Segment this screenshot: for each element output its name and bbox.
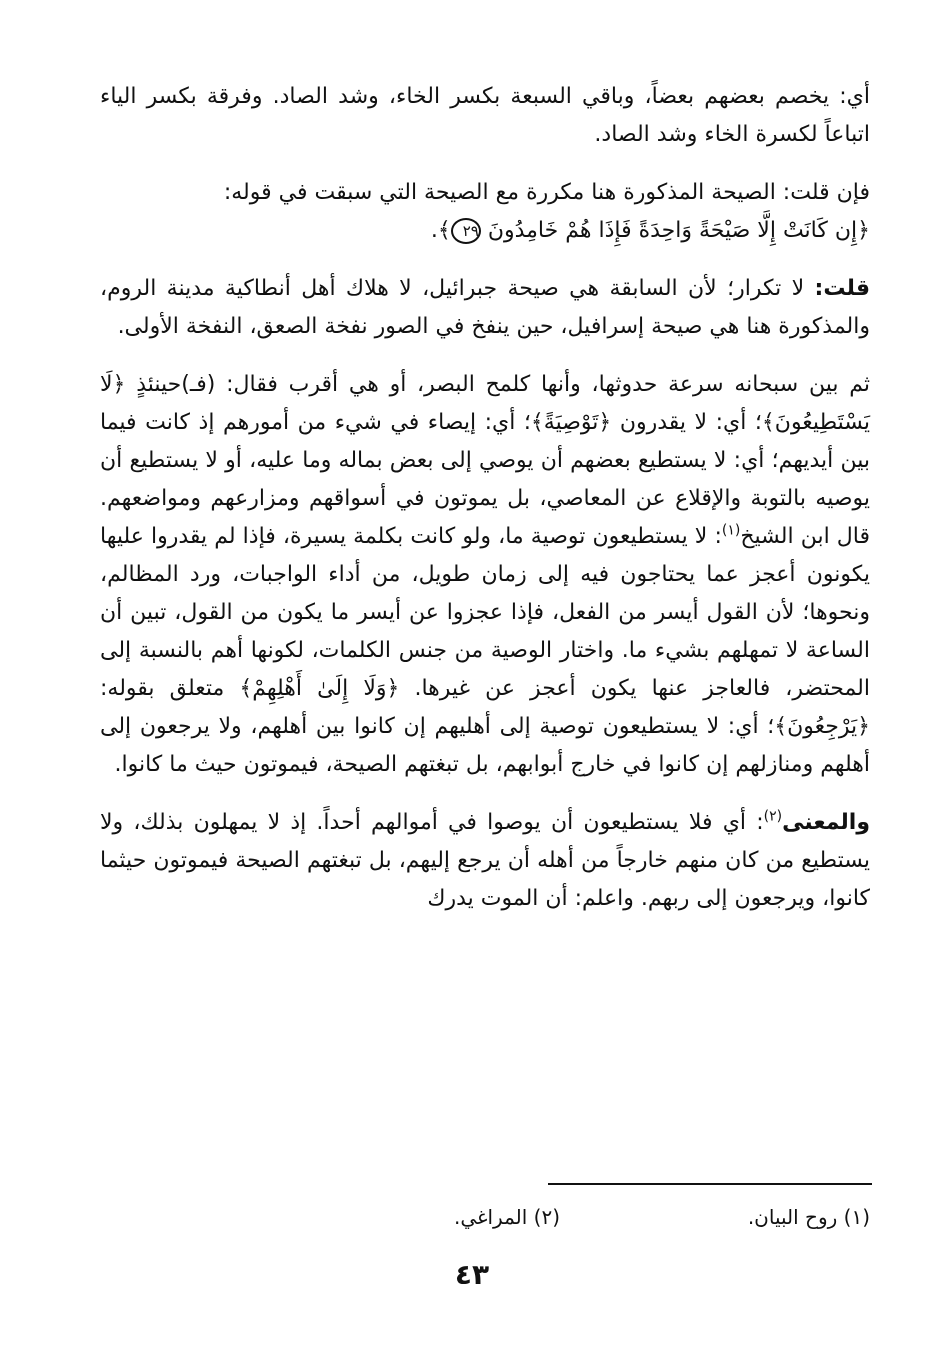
paragraph-1 (100, 78, 870, 154)
footnote-divider (548, 1183, 872, 1185)
footnote-2: (٢) المراغي. (453, 1205, 560, 1229)
ayah-number-marker: ٢٩ (451, 218, 481, 244)
quran-verse-close: ﴾. (430, 218, 451, 243)
page-number: ٤٣ (454, 1258, 490, 1291)
quran-verse (431, 218, 870, 243)
footnote-ref-2: (٢) (763, 808, 783, 825)
paragraph-4-text-b: : لا يستطيعون توصية ما، ولو كانت بكلمة يسيرة، فإذا لم يقدروا عليها يكونون أعجز عما يحتاجون فيه إلى زمان طويل، من أداء الواجبات، ورد المظالم، ونحوها؛ لأن القول أيسر من الفعل، فإذا عجزوا عن أيسر ما يكون من القول، تبين أن الساعة لا تمهلهم بشيء ما. واختار الوصية من جنس الكلمات، لكونها أهم بالنسبة إلى المحتضر، فالعاجز عنها يكون أعجز عن غيرها. ﴿وَلَا إِلَىٰ أَهْلِهِمْ﴾ متعلق بقوله: ﴿يَرْجِعُونَ﴾؛ أي: لا يستطيعون توصية إلى أهليهم إن كانوا بين أهلهم، ولا يرجعون إلى أهلهم ومنازلهم إن كانوا في خارج أبوابهم، بل تبغتهم الصيحة، فيموتون حيث ما كانوا. (100, 524, 870, 777)
paragraph-3-lead: قلت: (814, 276, 870, 301)
footnote-ref-1: (١) (721, 522, 741, 539)
paragraph-5-text: : أي فلا يستطيعون أن يوصوا في أموالهم أحداً. إذ لا يمهلون بذلك، ولا يستطيع من كان منهم خارجاً من أهله أن يرجع إليهم، بل تبغتهم الصيحة فيموتون حيثما كانوا، ويرجعون إلى ربهم. واعلم: أن الموت يدرك (100, 810, 870, 911)
footnote-1: (١) روح البيان. (747, 1205, 870, 1229)
paragraph-3-text: لا تكرار؛ لأن السابقة هي صيحة جبرائيل، لا هلاك أهل أنطاكية مدينة الروم، والمذكورة هنا هي صيحة إسرافيل، حين ينفخ في الصور نفخة الصعق، النفخة الأولى. (100, 276, 870, 339)
quran-verse-text: ﴿إِن كَانَتْ إِلَّا صَيْحَةً وَاحِدَةً فَإِذَا هُمْ خَامِدُونَ (487, 218, 870, 243)
paragraph-4-text-a: ثم بين سبحانه سرعة حدوثها، وأنها كلمح البصر، أو هي أقرب فقال: (فـ)حينئذٍ ﴿لَا يَسْتَطِيعُونَ﴾؛ أي: لا يقدرون ﴿تَوْصِيَةً﴾؛ أي: إيصاء في شيء من أمورهم إذ كانت فيما بين أيديهم؛ أي: لا يستطيع بعضهم أن يوصي إلى بعض بماله وما عليه، أو لا يستطيع أن يوصيه بالتوبة والإقلاع عن المعاصي، بل يموتون في أسواقهم ومزارعهم ومواضعهم. قال ابن الشيخ (100, 372, 870, 549)
paragraph-5 (100, 804, 870, 918)
paragraph-2-text: فإن قلت: الصيحة المذكورة هنا مكررة مع الصيحة التي سبقت في قوله: (223, 180, 870, 205)
paragraph-1-text: أي: يخصم بعضهم بعضاً، وباقي السبعة بكسر الخاء، وشد الصاد. وفرقة بكسر الياء اتباعاً لكسرة الخاء وشد الصاد. (100, 84, 870, 147)
paragraph-4 (100, 366, 870, 784)
paragraph-2 (100, 174, 870, 250)
paragraph-5-lead: والمعنى (782, 810, 870, 835)
page-body (100, 78, 870, 918)
paragraph-3 (100, 270, 870, 346)
